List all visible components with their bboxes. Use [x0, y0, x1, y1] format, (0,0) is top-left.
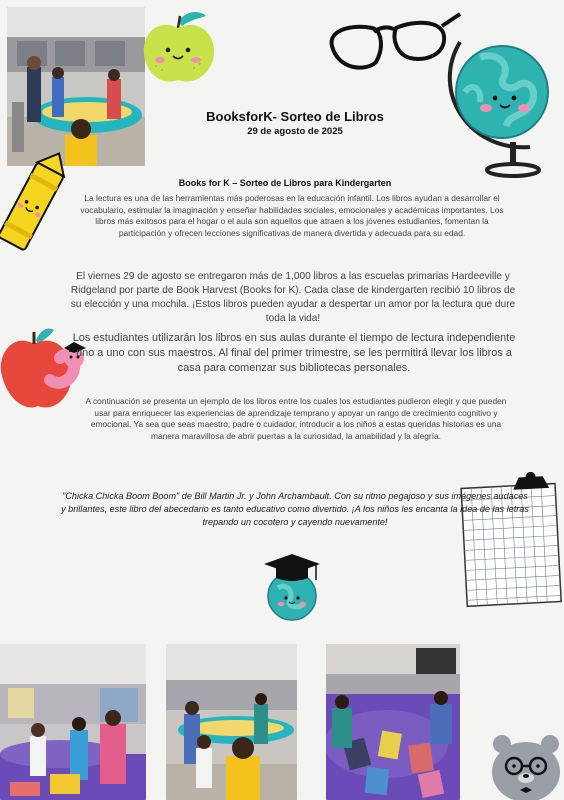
article-paragraph-1: La lectura es una de las herramientas más poderosas en la educación infantil. Los libros ayudan a desarrollar el vocabulario, estimular la imaginación y enseñar habilidades sociales, emocionales y académicas importantes. Los libros más exitosos para el hogar o el aula son aquellos que atraen a los jóvenes estudiantes, fomentan la participación y ofrecen lecciones significativas de manera divertida y adecuada para su edad. — [80, 193, 504, 238]
article-paragraph-2: El viernes 29 de agosto se entregaron más de 1,000 libros a las escuelas primarias Hardeeville y Ridgeland por parte de Book Harvest (Books for K). Cada clase de kindergarten recibió 10 libros de su elección y una mochila. ¡Estos libros pueden ayudar a despertar un amor por la lectura que dure toda la vida! — [70, 271, 516, 324]
article-paragraph-4: A continuación se presenta un ejemplo de los libros entre los cuales los estudiantes pudieron elegir y que pueden usar para enriquecer las experiencias de aprendizaje temprano y apoyar un rango de crecimiento cognitivo y emocional. Ya sea que seas maestro, padre o cuidador, introducir a los niños a estas queridas historias es una manera maravillosa de abrir puertas a la curiosidad, la amabilidad y la alegría. — [85, 396, 507, 441]
globe-graduation-cap-icon — [258, 552, 328, 622]
article-paragraph-5: "Chicka Chicka Boom Boom" de Bill Martin Jr. y John Archambault. Con su ritmo pegajoso y sus imágenes audaces y brillantes, este libro del abecedario es tanto educativo como divertido. ¡A los niños les encanta la idea de las letras trepando un cocotero y cayendo nuevamente! — [61, 491, 529, 528]
classroom-photo-bottom-right — [326, 644, 460, 800]
page-title: BooksforK- Sorteo de Libros — [206, 109, 384, 124]
article-subheading: Books for K – Sorteo de Libros para Kindergarten — [178, 178, 392, 188]
classroom-photo-bottom-left — [0, 644, 146, 800]
article-paragraph-3: Los estudiantes utilizarán los libros en sus aulas durante el tiempo de lectura independiente uno a uno con sus maestros. Al final del primer trimestre, se les permitirá llevar los libros a casa para comenzar sus bibliotecas personales. — [72, 332, 516, 374]
page-date: 29 de agosto de 2025 — [247, 126, 343, 137]
crayon-icon — [0, 148, 70, 258]
classroom-photo-top — [7, 7, 145, 166]
bear-icon — [488, 732, 564, 800]
apple-icon — [138, 4, 218, 88]
classroom-photo-bottom-middle — [166, 644, 297, 800]
globe-icon — [440, 22, 560, 182]
